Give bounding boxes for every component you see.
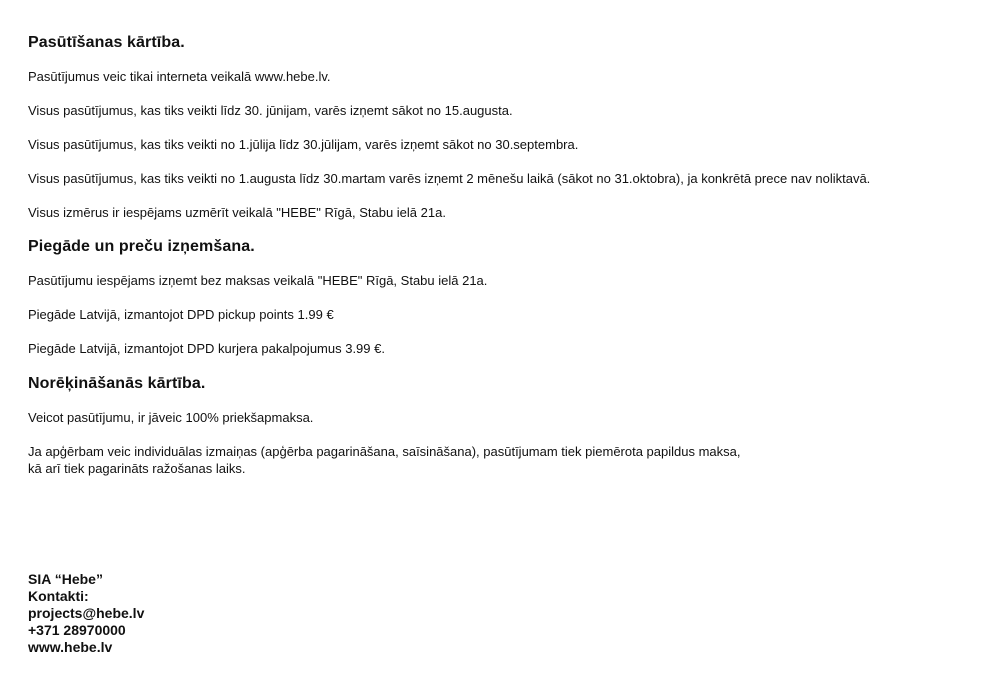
paragraph-prepayment: Veicot pasūtījumu, ir jāveic 100% priekšapmaksa. bbox=[28, 410, 314, 425]
company-name: SIA “Hebe” bbox=[28, 571, 103, 587]
contacts-label: Kontakti: bbox=[28, 588, 89, 604]
paragraph-orders-until-june: Visus pasūtījumus, kas tiks veikti līdz 30. jūnijam, varēs izņemt sākot no 15.augusta. bbox=[28, 103, 513, 118]
paragraph-orders-august-march: Visus pasūtījumus, kas tiks veikti no 1.augusta līdz 30.martam varēs izņemt 2 mēnešu laikā (sākot no 31.oktobra), ja konkrētā prece nav noliktavā. bbox=[28, 171, 871, 186]
heading-delivery-pickup: Piegāde un preču izņemšana. bbox=[28, 238, 255, 255]
contact-website: www.hebe.lv bbox=[28, 639, 113, 655]
contact-email: projects@hebe.lv bbox=[28, 605, 145, 621]
paragraph-alterations-line1: Ja apģērbam veic individuālas izmaiņas (apģērba pagarināšana, saīsināšana), pasūtījumam tiek piemērota papildus maksa, bbox=[28, 444, 741, 459]
paragraph-free-pickup: Pasūtījumu iespējams izņemt bez maksas veikalā "HEBE" Rīgā, Stabu ielā 21a. bbox=[28, 273, 488, 288]
paragraph-orders-online: Pasūtījumus veic tikai interneta veikalā www.hebe.lv. bbox=[28, 69, 331, 84]
heading-ordering-procedure: Pasūtīšanas kārtība. bbox=[28, 34, 185, 51]
paragraph-measurements: Visus izmērus ir iespējams uzmērīt veikalā "HEBE" Rīgā, Stabu ielā 21a. bbox=[28, 205, 446, 220]
paragraph-orders-july: Visus pasūtījumus, kas tiks veikti no 1.jūlija līdz 30.jūlijam, varēs izņemt sākot no 30.septembra. bbox=[28, 137, 579, 152]
heading-payment-procedure: Norēķināšanās kārtība. bbox=[28, 375, 206, 392]
paragraph-dpd-courier: Piegāde Latvijā, izmantojot DPD kurjera pakalpojumus 3.99 €. bbox=[28, 341, 385, 356]
contact-phone: +371 28970000 bbox=[28, 622, 126, 638]
footer-contacts bbox=[28, 571, 144, 656]
paragraph-dpd-pickup: Piegāde Latvijā, izmantojot DPD pickup points 1.99 € bbox=[28, 307, 334, 322]
paragraph-alterations-line2: kā arī tiek pagarināts ražošanas laiks. bbox=[28, 461, 246, 476]
